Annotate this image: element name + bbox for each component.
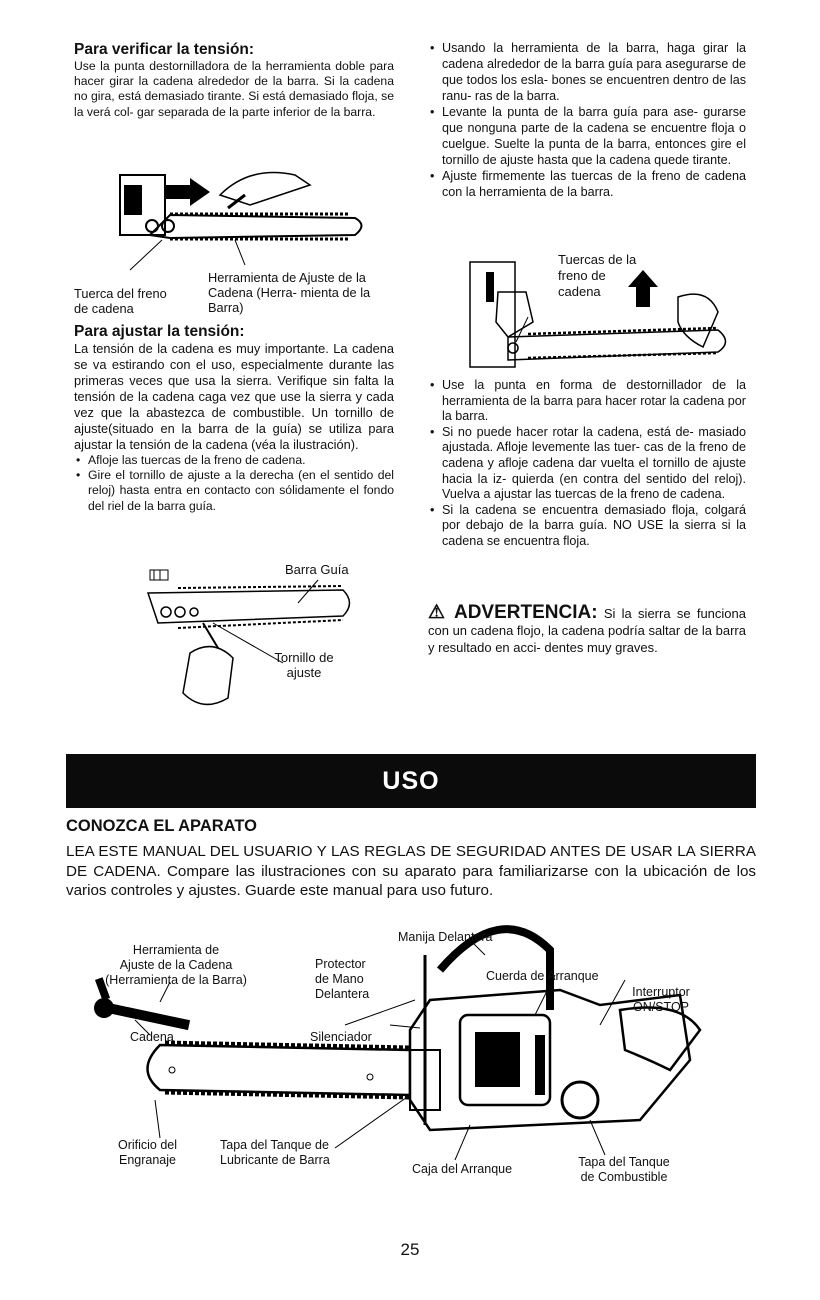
guide-bar-icon: [148, 1043, 411, 1097]
adjust-tension-text: La tensión de la cadena es muy importante. La cadena se va estirando con el uso, especialmente durante las primeras veces que usa la sierra. Verifique sin falta la tensión de la cadena caga vez que use la sierra y cada vez que la abastezca de combustible. Un tornillo de ajuste(situado en la barra de la guía) se utiliza para ajustar la tensión de la cadena (véa la ilustración).: [74, 341, 394, 452]
right-bullets-bottom: [428, 378, 746, 550]
label-sprocket-hole: Orificio del Engranaje: [117, 1138, 178, 1167]
figure-chain-tension-check: [110, 140, 370, 275]
fig2-label-screw: Tornillo de ajuste: [274, 650, 334, 680]
warning-icon: ⚠: [428, 602, 448, 623]
warning-title: ADVERTENCIA:: [453, 602, 598, 623]
adjust-tension-heading: Para ajustar la tensión:: [74, 323, 245, 340]
section-title: CONOZCA EL APARATO: [66, 817, 257, 835]
page-number: 25: [400, 1240, 420, 1259]
list-item: • Levante la punta de la barra guía para ase- gurarse que nonguna parte de la cadena se encuentre floja o cuelgue. Suelte la punta de la barra, entonces gire el tornillo de ajuste hasta que la cadena quede tirante.: [428, 104, 746, 168]
engine-body-icon: [410, 929, 700, 1130]
section-banner: USO: [66, 754, 756, 808]
label-chain: Cadena: [130, 1030, 174, 1044]
list-item: • Si la cadena se encuentra demasiado floja, colgará por debajo de la barra guía. NO USE la sierra si la cadena se encuentra floja.: [428, 503, 746, 550]
label-on-stop-switch: Interruptor ON/STOP: [632, 985, 690, 1014]
list-item: • Use la punta en forma de destornillador de la herramienta de la barra para hacer rotar la cadena por la barra.: [428, 378, 746, 425]
left-column: [74, 40, 394, 120]
fig1-label-nut: Tuerca del freno de cadena: [74, 286, 167, 316]
intro-caps: LEA ESTE MANUAL DEL USUARIO Y LAS REGLAS DE SEGURIDAD ANTES DE USAR LA SIERRA DE CADENA.: [66, 843, 756, 880]
list-item: • Afloje las tuercas de la freno de cadena.: [74, 453, 394, 468]
label-muffler: Silenciador: [310, 1030, 372, 1044]
right-bullets-top: [428, 40, 746, 200]
warning-text: Si la sierra se funciona con un cadena flojo, la cadena podría saltar de la barra y resultado en acci- dentes muy graves.: [428, 606, 746, 655]
label-starter-rope: Cuerda de Arranque: [486, 969, 599, 983]
verify-tension-heading: Para verificar la tensión:: [74, 41, 255, 58]
list-item: • Gire el tornillo de ajuste a la derecha (en el sentido del reloj) hasta entra en contacto con sólidamente el fondo del riel de la barra guía.: [74, 468, 394, 514]
fig3-label: Tuercas de la freno de cadena: [558, 252, 637, 299]
label-oil-cap: Tapa del Tanque de Lubricante de Barra: [220, 1138, 330, 1167]
list-item: • Ajuste firmemente las tuercas de la freno de cadena con la herramienta de la barra.: [428, 168, 746, 200]
label-fuel-cap: Tapa del Tanque de Combustible: [578, 1155, 670, 1184]
label-front-handle: Manija Delantera: [398, 930, 493, 944]
label-hand-guard: Protector de Mano Delantera: [315, 957, 370, 1001]
label-bar-tool: Herramienta de Ajuste de la Cadena (Herramienta de la Barra): [105, 943, 247, 987]
right-column-2: [428, 378, 746, 550]
list-item: • Si no puede hacer rotar la cadena, está de- masiado ajustada. Afloje levemente las tuer- cas de la freno de cadena y afloje cadena dar vuelta el tornillo de ajuste hacia la iz- quierda (en contra del sentido del reloj). Vuelva a ajustar las tuercas de la freno de cadena.: [428, 425, 746, 503]
label-starter-housing: Caja del Arranque: [412, 1162, 513, 1176]
figure-adjust-screw: [118, 568, 358, 718]
section-intro: [66, 842, 756, 901]
right-column: [428, 40, 746, 200]
list-item: • Usando la herramienta de la barra, haga girar la cadena alrededor de la barra guía para asegurarse de que todos los esla- bones se encuentren dentro de las ranu- ras de la barra.: [428, 40, 746, 104]
fig2-label-bar: Barra Guía: [285, 562, 349, 577]
warning-block: [428, 604, 746, 656]
fig1-label-tool: Herramienta de Ajuste de la Cadena (Herra- mienta de la Barra): [208, 270, 371, 315]
verify-tension-text: Use la punta destornilladora de la herramienta doble para hacer girar la cadena alrededor de la barra. Si la cadena no gira, está demasiado tirante. Si está demasiado floja, se la verá col- gar separada de la parte inferior de la barra.: [74, 59, 394, 119]
left-column-2: [74, 322, 394, 514]
intro-rest: Compare las ilustraciones con su aparato para familiarizarse con la ubicación de los varios controles y ajustes. Guarde este manual para uso futuro.: [66, 862, 756, 899]
adjust-bullets: [74, 453, 394, 514]
